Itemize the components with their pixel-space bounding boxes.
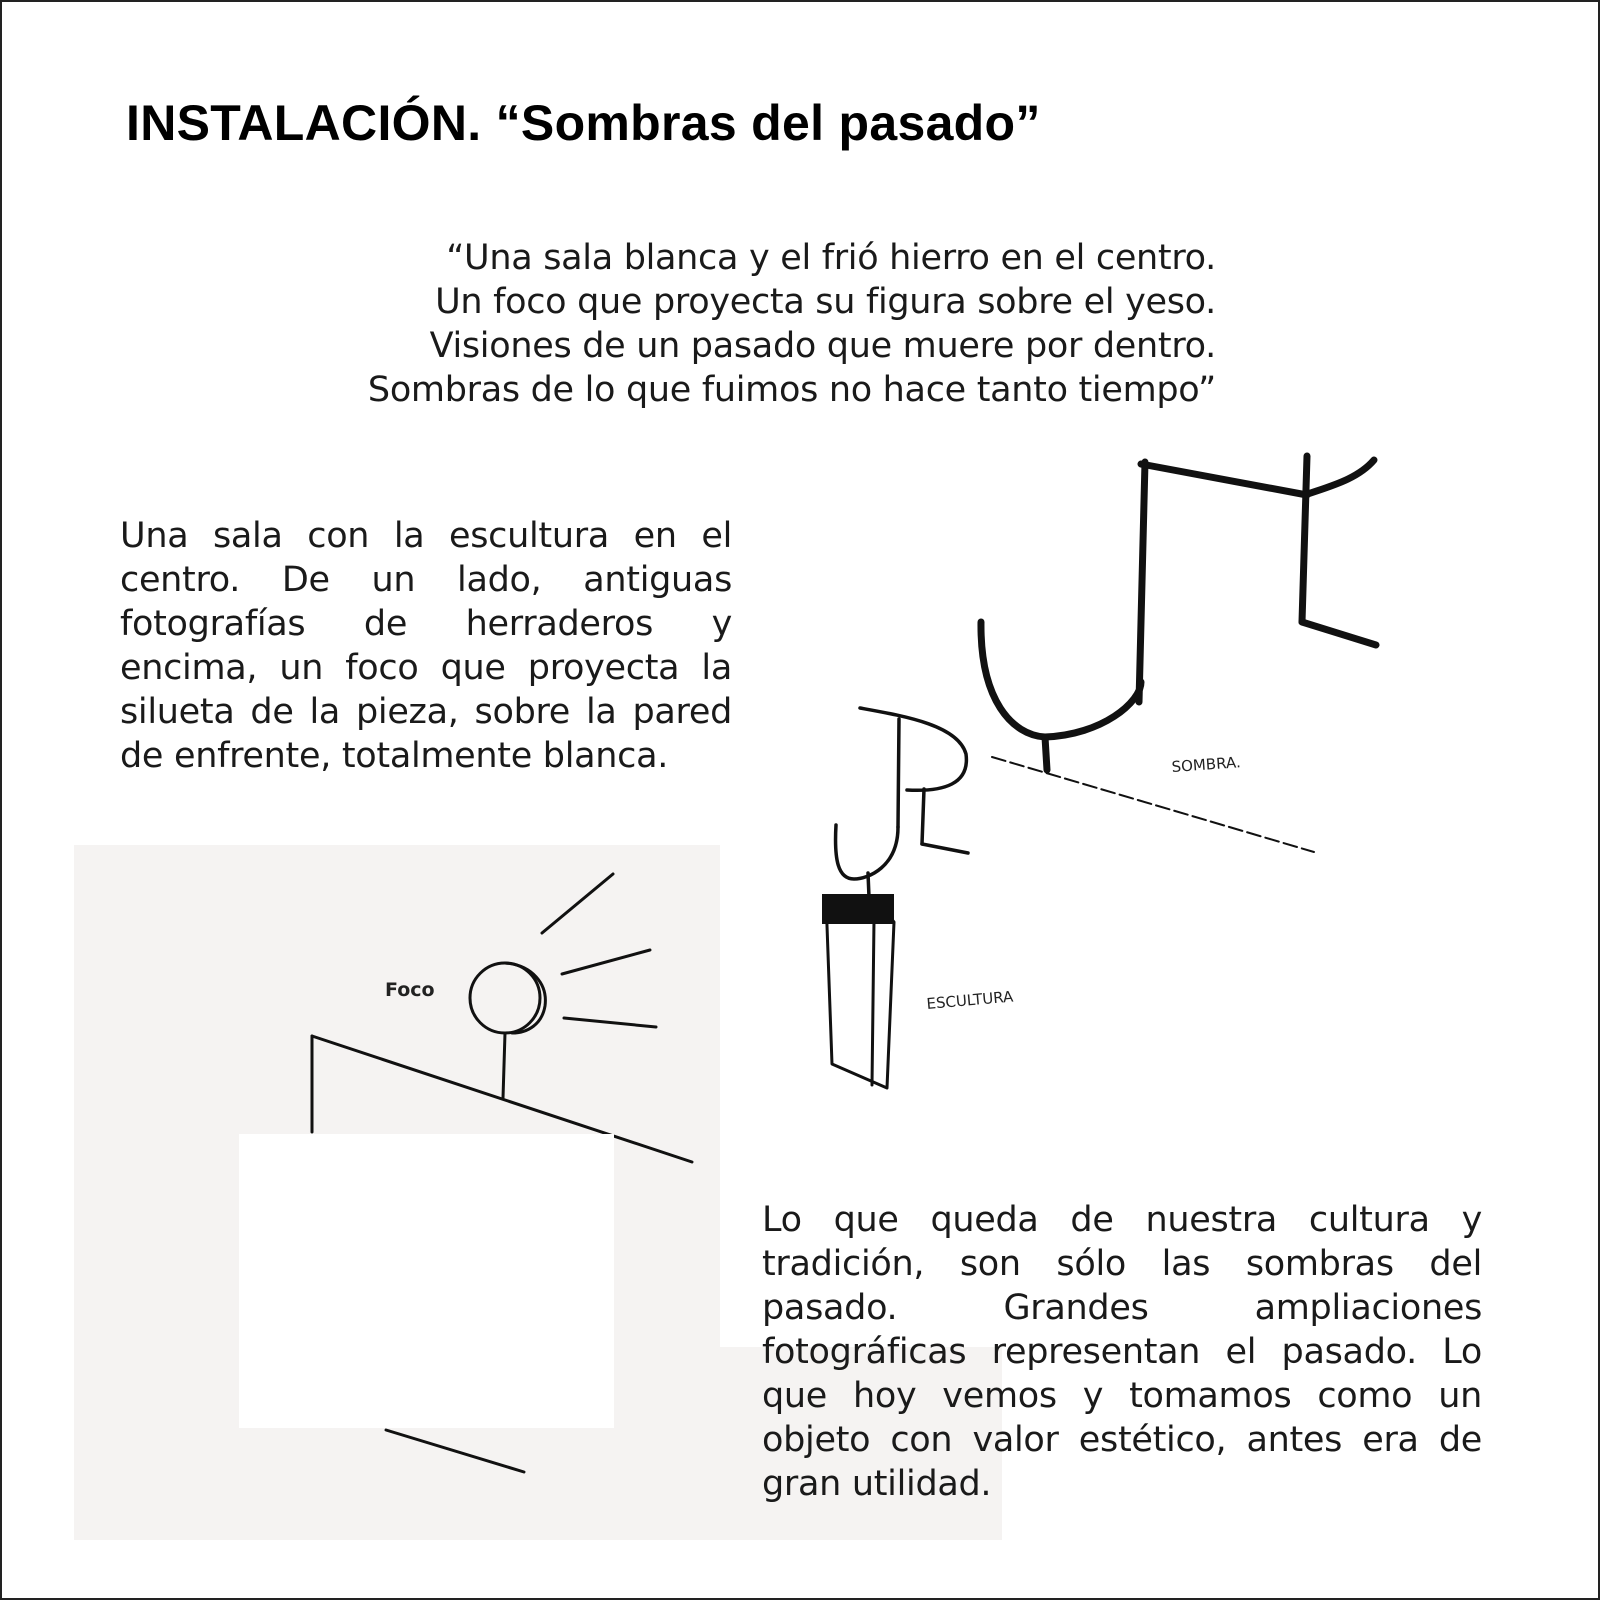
escultura-label: ESCULTURA: [925, 987, 1014, 1013]
sculpture-iron-drawing: [836, 708, 968, 897]
shadow-floor-line: [992, 757, 1314, 852]
pedestal-top: [822, 894, 894, 924]
conclusion-paragraph: Lo que queda de nuestra cultura y tradición, son sólo las sombras del pasado. Grandes ampliaciones fotográficas representan el pasado. Lo que hoy vemos y tomamos como un objeto con valor estético, antes era de gran utilidad.: [762, 1200, 1482, 1504]
foco-label: Foco: [385, 979, 435, 1001]
shadow-iron-drawing: [981, 456, 1376, 770]
poem-line: Un foco que proyecta su figura sobre el yeso.: [435, 282, 1216, 322]
poem-line: Visiones de un pasado que muere por dentro.: [429, 326, 1216, 366]
description-paragraph: Una sala con la escultura en el centro. De un lado, antiguas fotografías de herraderos y encima, un foco que proyecta la silueta de la pieza, sobre la pared de enfrente, totalmente blanca.: [120, 516, 732, 776]
poem-line: “Una sala blanca y el frió hierro en el centro.: [446, 238, 1216, 278]
blank-photo-area: [239, 1134, 614, 1428]
sombra-label: SOMBRA.: [1171, 753, 1242, 776]
page-title: INSTALACIÓN. “Sombras del pasado”: [126, 95, 1041, 151]
poem-line: Sombras de lo que fuimos no hace tanto tiempo”: [367, 370, 1216, 410]
pedestal-drawing: [826, 898, 894, 1088]
